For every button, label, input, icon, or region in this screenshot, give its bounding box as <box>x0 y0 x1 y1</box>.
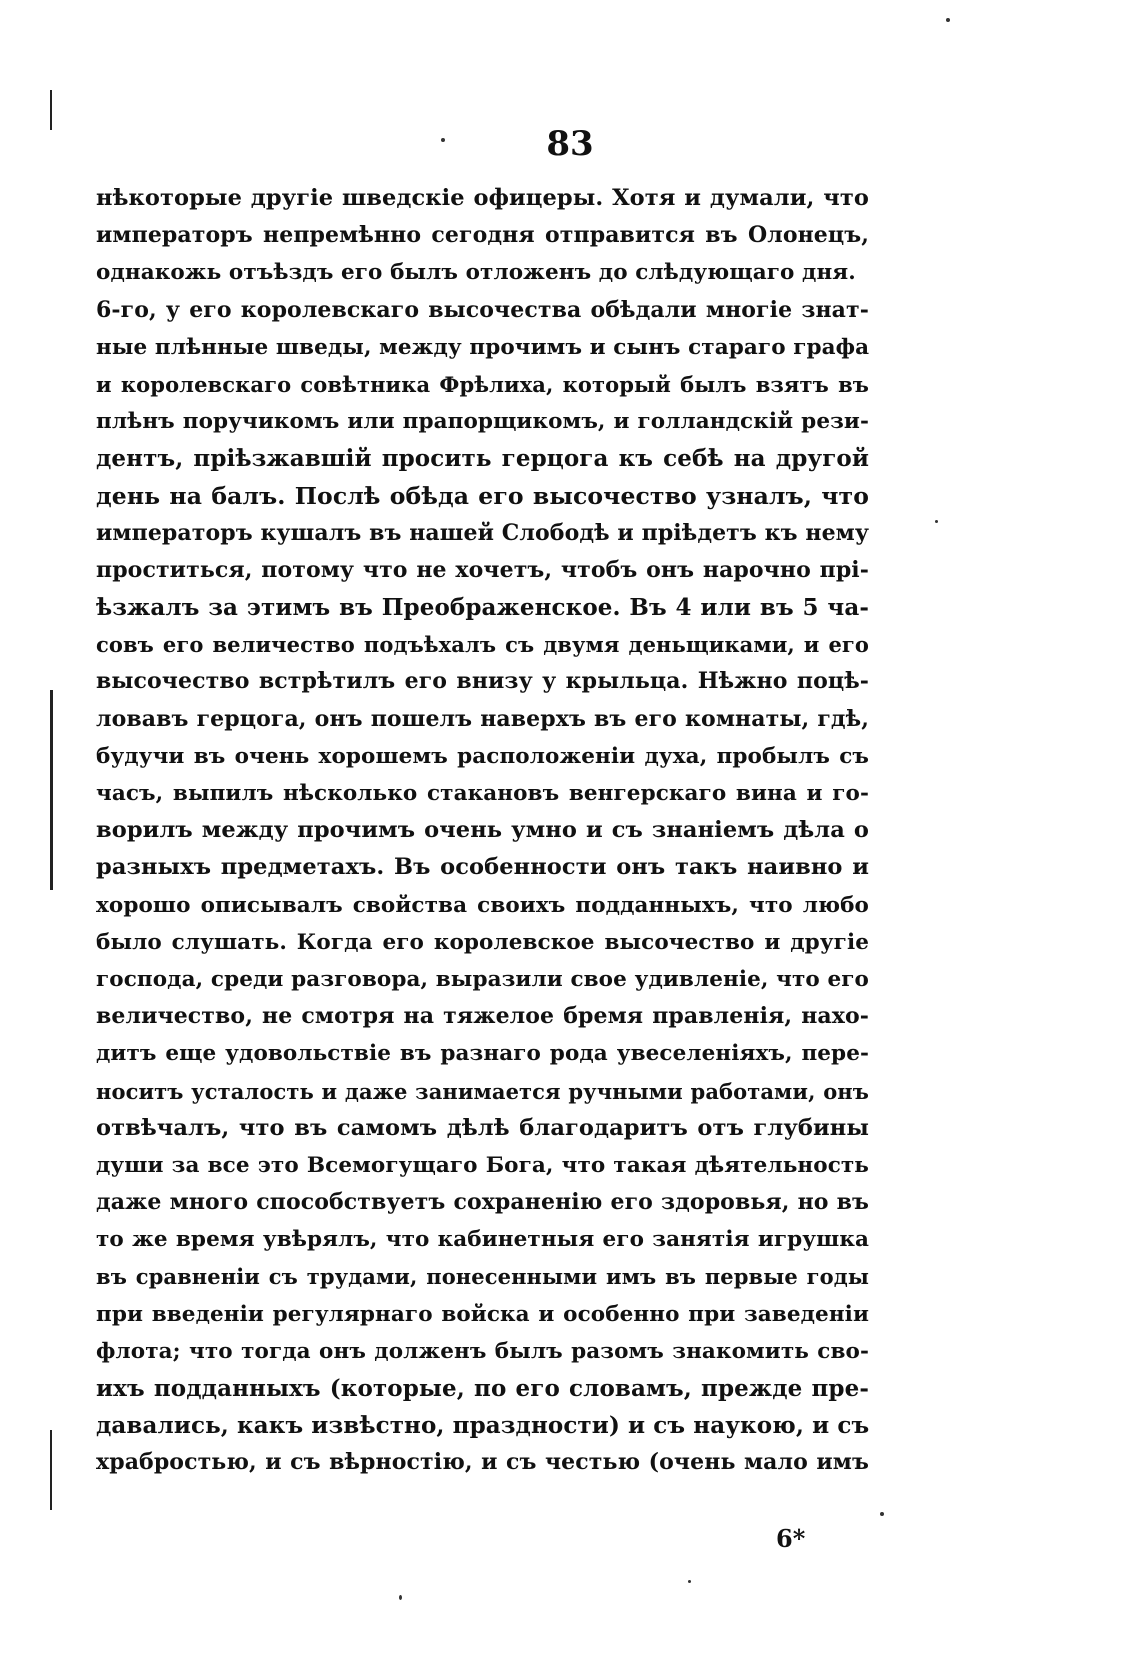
text-line: совъ его величество подъѣхалъ съ двумя деньщиками, и его <box>96 632 869 658</box>
text-line: высочество встрѣтилъ его внизу у крыльца. Нѣжно поцѣ- <box>96 668 869 695</box>
text-line: ворилъ между прочимъ очень умно и съ знаніемъ дѣла о <box>96 817 869 844</box>
text-line: и королевскаго совѣтника Фрѣлиха, который былъ взятъ въ <box>96 371 869 397</box>
page-number: 83 <box>546 124 594 164</box>
text-line: однакожь отъѣздъ его былъ отложенъ до слѣдующаго дня. <box>96 260 856 286</box>
scan-speck <box>399 1595 402 1600</box>
scan-speck <box>935 520 938 523</box>
text-line: ѣзжалъ за этимъ въ Преображенское. Въ 4 или въ 5 ча- <box>96 594 869 622</box>
text-line: носитъ усталость и даже занимается ручными работами, онъ <box>96 1078 869 1104</box>
text-line: при введеніи регулярнаго войска и особенно при заведеніи <box>96 1301 869 1327</box>
text-line: проститься, потому что не хочетъ, чтобъ онъ нарочно прі- <box>96 556 869 583</box>
text-line: ловавъ герцога, онъ пошелъ наверхъ въ его комнаты, гдѣ, <box>96 705 869 732</box>
text-line: то же время увѣрялъ, что кабинетныя его занятія игрушка <box>96 1227 869 1253</box>
text-line: отвѣчалъ, что въ самомъ дѣлѣ благодаритъ отъ глубины <box>96 1114 869 1141</box>
text-line: даже много способствуетъ сохраненію его здоровья, но въ <box>96 1189 869 1216</box>
scan-speck <box>880 1512 884 1516</box>
text-line: флота; что тогда онъ долженъ былъ разомъ знакомить сво- <box>96 1338 869 1364</box>
scan-margin-line <box>50 690 53 890</box>
scan-speck <box>688 1580 691 1583</box>
text-line: 6-го, у его королевскаго высочества обѣдали многіе знат- <box>96 296 869 323</box>
text-line: день на балъ. Послѣ обѣда его высочество узналъ, что <box>96 481 869 510</box>
text-line: въ сравненіи съ трудами, понесенными имъ въ первые годы <box>96 1264 869 1290</box>
text-line: плѣнъ поручикомъ или прапорщикомъ, и голландскій рези- <box>96 409 869 435</box>
text-line: императоръ непремѣнно сегодня отправится въ Олонецъ, <box>96 222 869 249</box>
text-line: нѣкоторые другіе шведскіе офицеры. Хотя и думали, что <box>96 185 869 211</box>
text-line: дитъ еще удовольствіе въ разнаго рода увеселеніяхъ, пере- <box>96 1041 869 1067</box>
text-line: разныхъ предметахъ. Въ особенности онъ такъ наивно и <box>96 854 869 881</box>
text-line: господа, среди разговора, выразили свое удивленіе, что его <box>96 966 869 992</box>
text-line: храбростью, и съ вѣрностію, и съ честью (очень мало имъ <box>96 1449 869 1476</box>
scan-margin-line <box>50 1430 52 1510</box>
scan-speck <box>946 18 950 22</box>
printer-signature-mark: 6* <box>776 1524 806 1553</box>
text-line: было слушать. Когда его королевское высочество и другіе <box>96 929 869 955</box>
text-line: ные плѣнные шведы, между прочимъ и сынъ стараго графа <box>96 334 870 360</box>
text-line: ихъ подданныхъ (которые, по его словамъ, прежде пре- <box>96 1375 869 1402</box>
text-line: величество, не смотря на тяжелое бремя правленія, нахо- <box>96 1003 869 1030</box>
text-line: императоръ кушалъ въ нашей Слободѣ и пріѣдетъ къ нему <box>96 519 870 546</box>
text-line: часъ, выпилъ нѣсколько стакановъ венгерскаго вина и го- <box>96 781 869 806</box>
body-text <box>96 180 869 1482</box>
text-line: давались, какъ извѣстно, праздности) и съ наукою, и съ <box>96 1412 870 1440</box>
text-line: дентъ, пріѣзжавшій просить герцога къ себѣ на другой <box>96 445 869 473</box>
text-line: будучи въ очень хорошемъ расположеніи духа, пробылъ съ <box>96 743 869 769</box>
text-line: хорошо описывалъ свойства своихъ подданныхъ, что любо <box>96 892 869 918</box>
text-line: души за все это Всемогущаго Бога, что такая дѣятельность <box>96 1152 869 1178</box>
